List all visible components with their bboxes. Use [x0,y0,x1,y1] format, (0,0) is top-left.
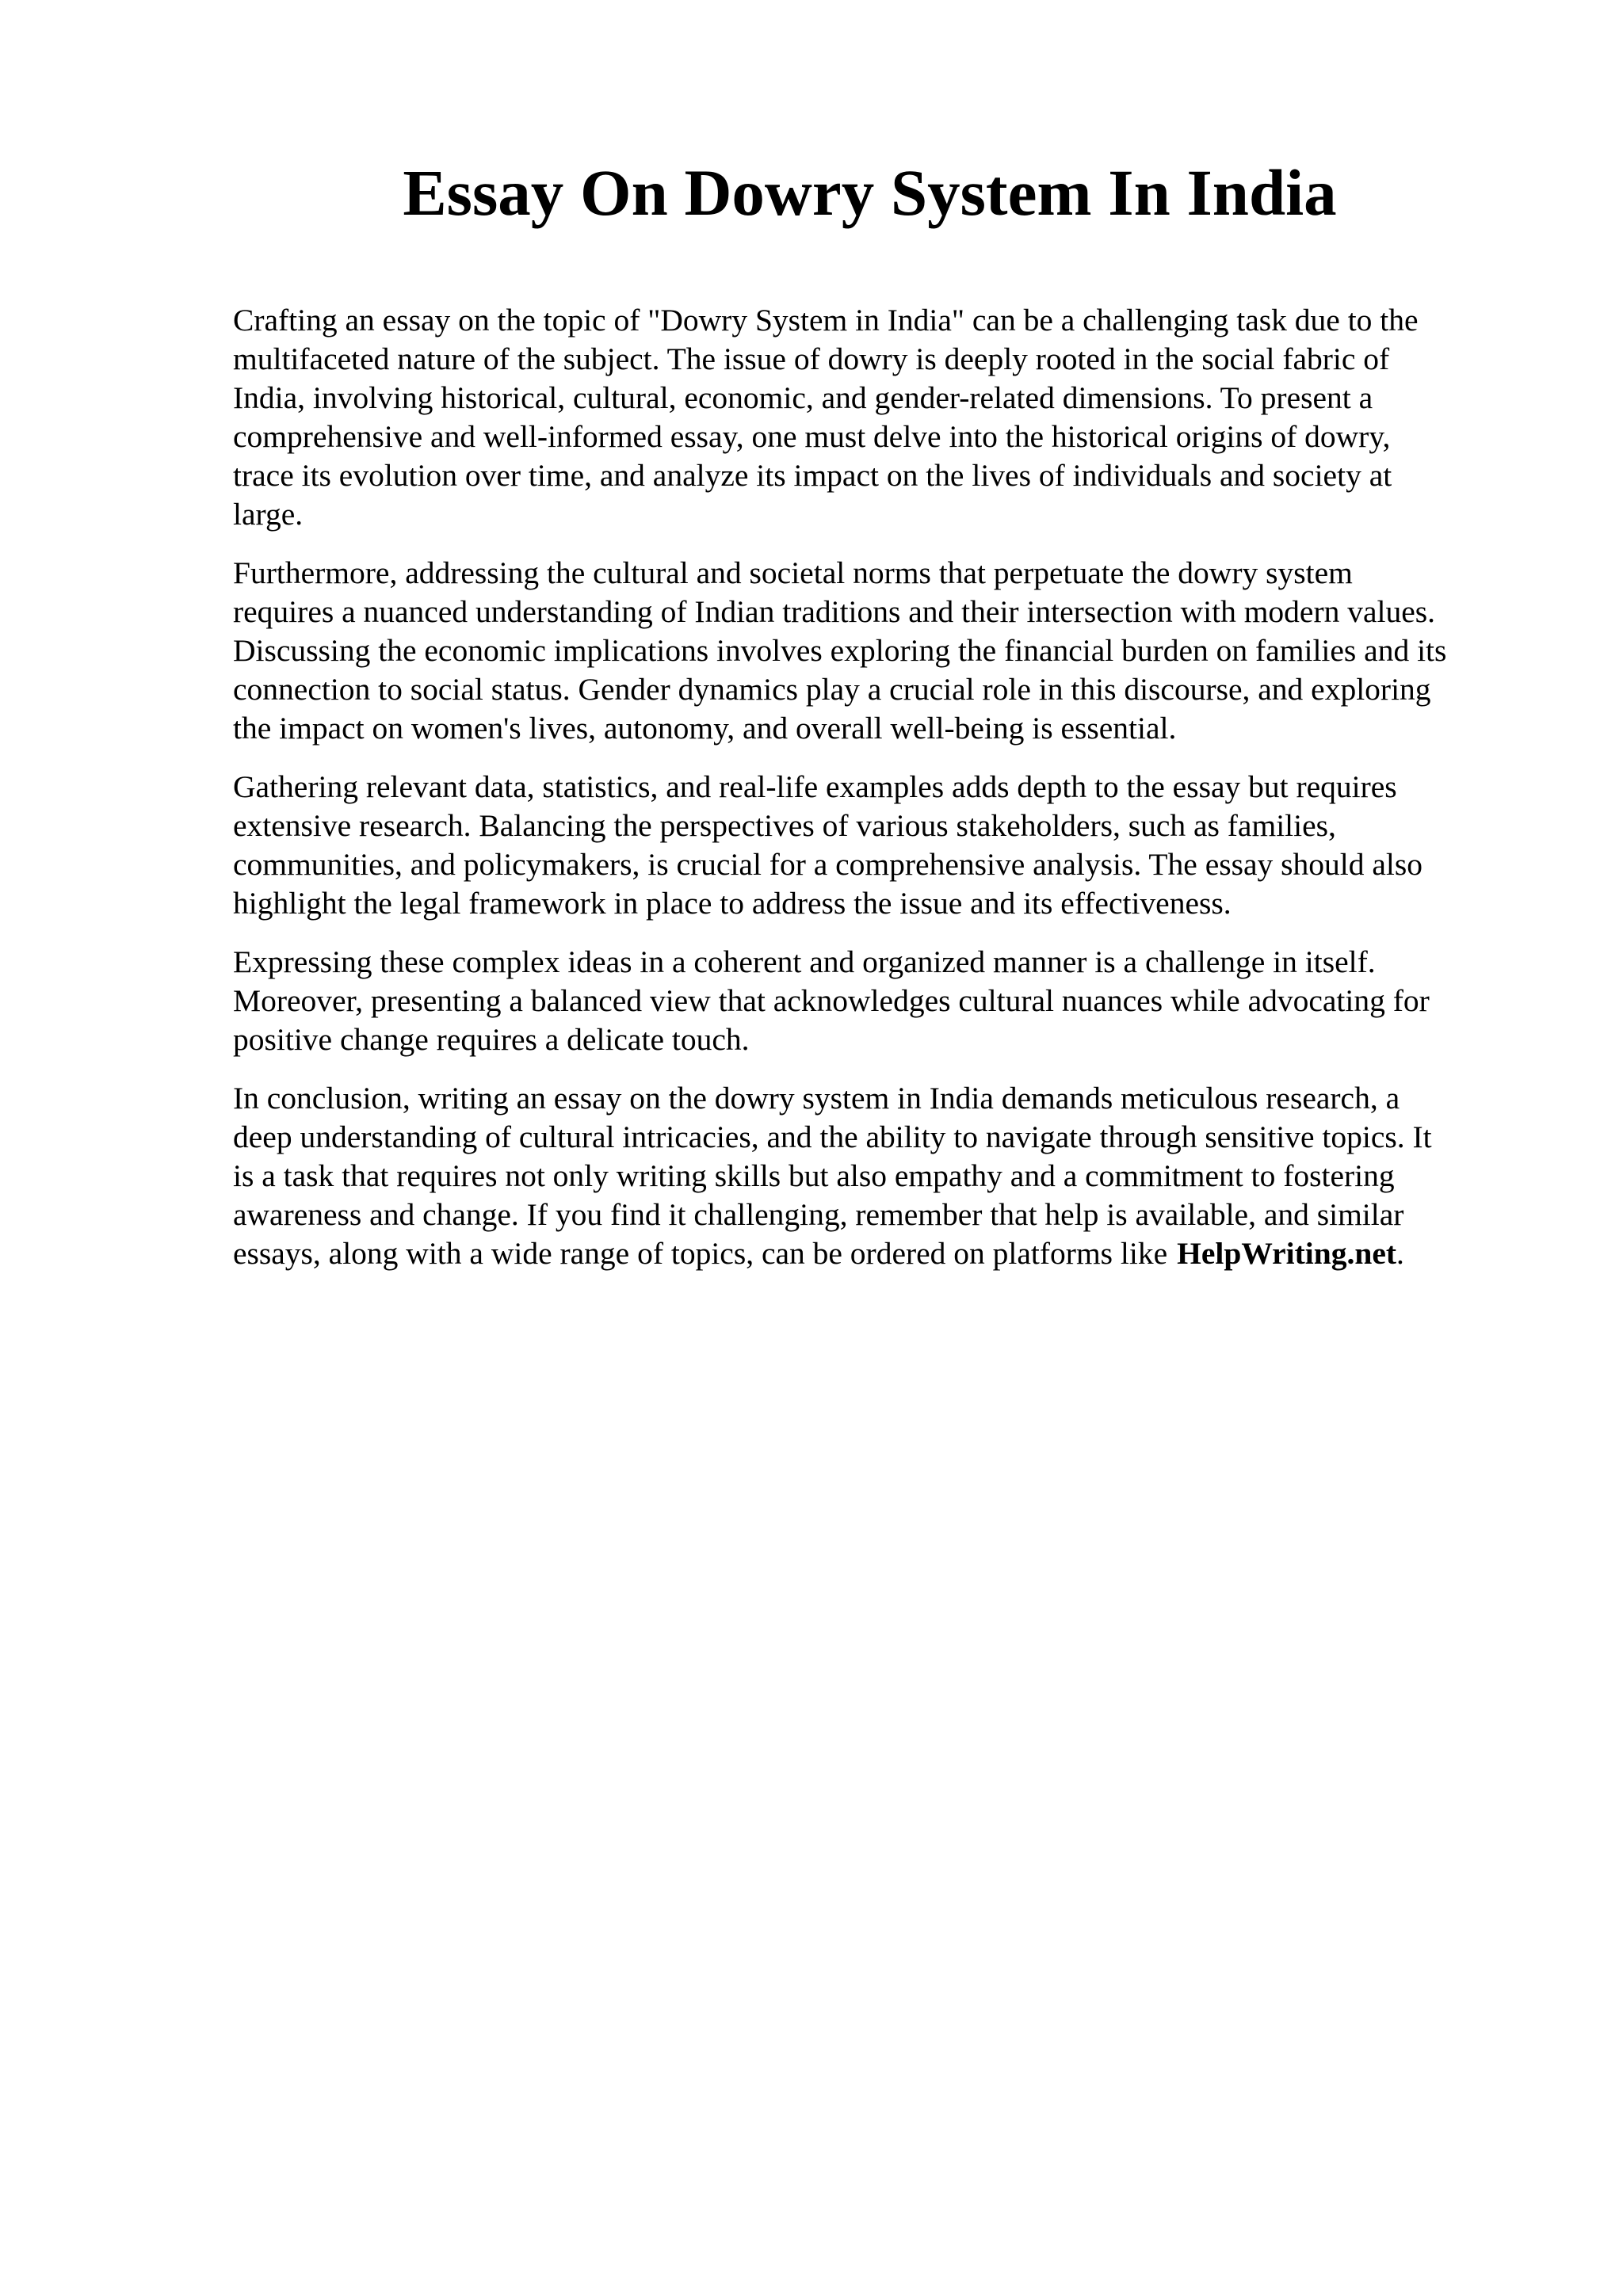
text-line: Moreover, presenting a balanced view that acknowledges cultural nuances while advocating for [233,983,1430,1018]
text-line: large. [233,497,304,532]
text-line: Furthermore, addressing the cultural and societal norms that perpetuate the dowry system [233,555,1353,590]
paragraph-4 [233,943,1533,1059]
text-line: the impact on women's lives, autonomy, and overall well-being is essential. [233,711,1177,746]
text-line: awareness and change. If you find it challenging, remember that help is available, and similar [233,1197,1404,1232]
paragraph-2 [233,554,1533,748]
text-line: communities, and policymakers, is crucial for a comprehensive analysis. The essay should also [233,847,1423,882]
text-line: positive change requires a delicate touch. [233,1022,750,1057]
text-line: In conclusion, writing an essay on the dowry system in India demands meticulous research, a [233,1081,1400,1116]
text-line: trace its evolution over time, and analyze its impact on the lives of individuals and society at [233,458,1392,493]
helpwriting-link[interactable]: HelpWriting.net [1177,1236,1397,1271]
text-line: Expressing these complex ideas in a coherent and organized manner is a challenge in itself. [233,944,1376,979]
text-line: Crafting an essay on the topic of "Dowry System in India" can be a challenging task due to the [233,303,1419,338]
text-line: is a task that requires not only writing skills but also empathy and a commitment to fostering [233,1158,1395,1193]
text-line: deep understanding of cultural intricacies, and the ability to navigate through sensitive topics. It [233,1119,1432,1154]
text-line: highlight the legal framework in place to address the issue and its effectiveness. [233,886,1232,921]
text-line: multifaceted nature of the subject. The issue of dowry is deeply rooted in the social fabric of [233,341,1390,376]
text-line: extensive research. Balancing the perspectives of various stakeholders, such as families, [233,808,1336,843]
text-line: India, involving historical, cultural, economic, and gender-related dimensions. To present a [233,380,1373,415]
text-line: Gathering relevant data, statistics, and real-life examples adds depth to the essay but requires [233,769,1397,804]
text-segment: essays, along with a wide range of topics, can be ordered on platforms like [233,1236,1168,1271]
text-line-with-link [233,1234,1533,1273]
essay-body [233,301,1533,1293]
text-line: comprehensive and well-informed essay, one must delve into the historical origins of dowry, [233,419,1391,454]
sentence-end: . [1396,1236,1404,1271]
page-title: Essay On Dowry System In India [403,156,1337,229]
paragraph-1 [233,301,1533,534]
text-line: Discussing the economic implications involves exploring the financial burden on families and its [233,633,1447,668]
text-line: connection to social status. Gender dynamics play a crucial role in this discourse, and exploring [233,672,1431,707]
paragraph-5 [233,1079,1533,1273]
paragraph-3 [233,768,1533,923]
text-line: requires a nuanced understanding of Indian traditions and their intersection with modern values. [233,594,1436,629]
